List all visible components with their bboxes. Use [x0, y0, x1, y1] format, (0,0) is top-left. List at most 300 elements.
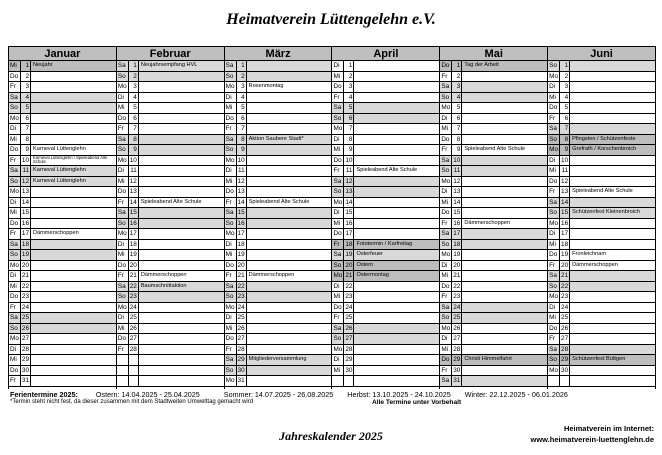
weekday-label: Fr — [440, 72, 452, 82]
day-number: 14 — [345, 198, 353, 206]
day-number: 8 — [237, 135, 247, 145]
day-row — [225, 261, 332, 272]
day-row — [548, 135, 655, 146]
event-text — [570, 156, 655, 166]
weekday-label: Di — [440, 187, 452, 197]
website-link[interactable]: www.heimatverein-luettenglehn.de — [530, 435, 654, 444]
weekday-label: Sa — [548, 271, 560, 281]
weekday-label: Do — [117, 187, 129, 197]
day-number: 2 — [452, 72, 462, 82]
day-number — [129, 355, 139, 365]
weekday-label: Mo — [9, 261, 21, 271]
day-row — [548, 313, 655, 324]
event-text — [139, 145, 224, 155]
day-row — [548, 61, 655, 72]
event-text — [31, 292, 116, 302]
day-row — [548, 240, 655, 251]
event-text — [462, 229, 547, 239]
day-row — [9, 135, 116, 146]
event-text — [570, 103, 655, 113]
event-text — [462, 324, 547, 334]
event-text — [570, 93, 655, 103]
weekday-label: Sa — [332, 103, 344, 113]
day-row — [440, 240, 547, 251]
day-row — [548, 282, 655, 293]
day-number: 16 — [129, 219, 137, 227]
weekday-label — [332, 376, 344, 386]
day-row — [225, 114, 332, 125]
day-number: 17 — [561, 230, 569, 237]
weekday-label: Do — [9, 366, 21, 376]
event-text — [570, 292, 655, 302]
weekday-label: Fr — [225, 345, 237, 355]
weekday-label: Sa — [440, 82, 452, 92]
month-header: Juni — [548, 47, 655, 61]
weekday-label: Mo — [332, 345, 344, 355]
event-text — [247, 282, 332, 292]
day-row — [548, 156, 655, 167]
day-number — [129, 376, 139, 386]
day-number: 18 — [237, 240, 245, 248]
event-text — [354, 198, 439, 208]
weekday-label: Di — [332, 61, 344, 71]
day-number: 14 — [453, 198, 461, 206]
event-text — [139, 355, 224, 365]
weekday-label: So — [332, 187, 344, 197]
day-row — [548, 345, 655, 356]
weekday-label: Mo — [117, 82, 129, 92]
day-number: 12 — [21, 177, 29, 185]
weekday-label: Do — [440, 282, 452, 292]
weekday-label: Mo — [332, 271, 344, 281]
day-number: 19 — [561, 251, 569, 258]
event-text — [247, 303, 332, 313]
day-row — [9, 313, 116, 324]
day-row — [225, 61, 332, 72]
calendar-title: Heimatverein Lüttengelehn e.V. — [226, 11, 436, 28]
event-text — [570, 219, 655, 229]
internet-label: Heimatverein im Internet: — [563, 424, 654, 433]
event-text — [570, 303, 655, 313]
day-row — [332, 376, 439, 387]
weekday-label: Mi — [9, 282, 21, 292]
day-number: 5 — [344, 103, 354, 113]
day-number: 23 — [129, 293, 137, 300]
day-number: 4 — [129, 93, 139, 103]
day-number: 25 — [345, 314, 353, 321]
weekday-label: So — [548, 208, 560, 218]
day-number: 19 — [453, 251, 461, 258]
day-row — [440, 313, 547, 324]
day-row — [117, 135, 224, 146]
day-number: 23 — [561, 293, 569, 300]
day-number: 28 — [561, 345, 569, 353]
event-text — [570, 72, 655, 82]
day-number: 21 — [345, 272, 353, 279]
day-row — [225, 355, 332, 366]
day-number: 8 — [344, 135, 354, 145]
day-row — [9, 366, 116, 377]
weekday-label: Mo — [440, 250, 452, 260]
day-row — [225, 250, 332, 261]
weekday-label: Mi — [548, 166, 560, 176]
event-text — [247, 292, 332, 302]
event-text — [247, 240, 332, 250]
weekday-label: Sa — [117, 282, 129, 292]
day-number: 31 — [237, 377, 245, 384]
event-text — [570, 114, 655, 124]
event-text — [139, 324, 224, 334]
event-text — [139, 208, 224, 218]
day-row — [117, 334, 224, 345]
weekday-label: Sa — [440, 376, 452, 386]
event-text — [354, 82, 439, 92]
day-number: 4 — [560, 93, 570, 103]
day-row — [332, 124, 439, 135]
day-row — [9, 334, 116, 345]
weekday-label: Mo — [332, 198, 344, 208]
weekday-label: Fr — [117, 271, 129, 281]
day-row — [332, 135, 439, 146]
event-text — [247, 208, 332, 218]
day-number: 3 — [129, 82, 139, 92]
event-text — [139, 135, 224, 145]
event-text — [462, 271, 547, 281]
day-row — [548, 103, 655, 114]
weekday-label: Di — [332, 208, 344, 218]
weekday-label — [117, 355, 129, 365]
weekday-label: Fr — [225, 271, 237, 281]
day-number: 25 — [21, 314, 29, 321]
weekday-label — [548, 376, 560, 386]
day-row — [332, 229, 439, 240]
weekday-label: Sa — [440, 156, 452, 166]
weekday-label — [117, 376, 129, 386]
weekday-label: Sa — [332, 324, 344, 334]
event-text — [139, 156, 224, 166]
day-number: 26 — [453, 324, 461, 332]
weekday-label: Mi — [117, 103, 129, 113]
weekday-label: So — [332, 261, 344, 271]
event-text — [31, 82, 116, 92]
day-row — [225, 135, 332, 146]
weekday-label: Di — [440, 114, 452, 124]
weekday-label: Di — [440, 261, 452, 271]
day-number: 30 — [345, 366, 353, 374]
weekday-label: Mi — [117, 177, 129, 187]
weekday-label: So — [548, 135, 560, 145]
event-text: Pfingsten / Schützenfeste — [572, 135, 636, 142]
footnote: *Termin steht nicht fest, da dieser zusammen mit dem Stadtweiten Umwelttag gemacht wird — [10, 399, 254, 405]
event-text — [31, 114, 116, 124]
weekday-label: Mi — [9, 208, 21, 218]
calendar-grid — [8, 46, 656, 389]
weekday-label: Mi — [9, 135, 21, 145]
weekday-label: Do — [332, 229, 344, 239]
day-row — [332, 366, 439, 377]
weekday-label: Sa — [9, 93, 21, 103]
month-header: Januar — [9, 47, 116, 61]
day-number: 10 — [345, 156, 353, 164]
day-number: 16 — [345, 219, 353, 227]
day-row — [440, 82, 547, 93]
event-text — [462, 282, 547, 292]
day-number: 17 — [345, 230, 353, 237]
day-row — [9, 72, 116, 83]
day-number: 24 — [345, 303, 353, 311]
day-number: 25 — [561, 314, 569, 321]
weekday-label: Mi — [332, 366, 344, 376]
event-text — [247, 229, 332, 239]
weekday-label: Fr — [332, 313, 344, 323]
event-text: Neujahrsempfang HVL — [140, 62, 198, 68]
day-number: 26 — [345, 324, 353, 332]
weekday-label: So — [440, 313, 452, 323]
day-row — [332, 93, 439, 104]
day-number: 30 — [561, 366, 569, 374]
weekday-label: Do — [548, 324, 560, 334]
event-text — [247, 313, 332, 323]
day-number: 19 — [345, 251, 353, 258]
weekday-label: Di — [9, 198, 21, 208]
day-number: 26 — [21, 324, 29, 332]
day-number: 1 — [560, 61, 570, 71]
day-number: 8 — [560, 135, 570, 145]
weekday-label: Di — [332, 282, 344, 292]
event-text — [31, 282, 116, 292]
ferien-label: Ferientermine 2025: — [10, 390, 78, 399]
day-number: 13 — [345, 188, 353, 195]
day-number: 21 — [561, 272, 569, 279]
event-text — [570, 271, 655, 281]
event-text — [462, 103, 547, 113]
day-row — [225, 313, 332, 324]
event-text — [462, 177, 547, 187]
day-row — [440, 72, 547, 83]
weekday-label: Di — [548, 303, 560, 313]
day-number: 19 — [129, 251, 137, 258]
day-number: 27 — [453, 335, 461, 342]
day-number: 19 — [21, 251, 29, 258]
day-number: 3 — [237, 82, 247, 92]
weekday-label: So — [548, 61, 560, 71]
weekday-label: Di — [9, 345, 21, 355]
weekday-label: So — [225, 292, 237, 302]
day-number: 28 — [453, 345, 461, 353]
day-number: 11 — [22, 167, 29, 174]
event-text — [247, 261, 332, 271]
event-text — [139, 366, 224, 376]
day-row — [117, 156, 224, 167]
event-text: Spieleabend Alte Schule — [464, 146, 525, 152]
day-row — [548, 198, 655, 209]
weekday-label: Mi — [440, 345, 452, 355]
day-number: 17 — [453, 230, 461, 237]
event-text — [247, 376, 332, 386]
weekday-label: Di — [440, 334, 452, 344]
event-text: Dämmerschoppen — [33, 230, 79, 236]
event-text: Spieleabend Alte Schule — [356, 167, 418, 173]
month-column-1 — [117, 47, 225, 389]
weekday-label: Do — [225, 334, 237, 344]
day-number: 27 — [129, 335, 137, 342]
day-number: 1 — [129, 61, 139, 71]
event-text — [247, 187, 332, 197]
weekday-label: Di — [225, 313, 237, 323]
day-row — [548, 114, 655, 125]
day-number: 30 — [453, 366, 461, 374]
event-text: Fronleichnam — [572, 251, 607, 257]
day-row — [9, 82, 116, 93]
day-row — [548, 303, 655, 314]
month-header: April — [332, 47, 439, 61]
day-row — [332, 313, 439, 324]
event-text — [139, 303, 224, 313]
day-number: 26 — [561, 324, 569, 332]
day-row — [117, 145, 224, 156]
day-number — [344, 376, 354, 386]
day-number: 4 — [21, 93, 31, 103]
event-text — [462, 187, 547, 197]
event-text — [139, 292, 224, 302]
day-row — [225, 334, 332, 345]
weekday-label: Do — [9, 145, 21, 155]
event-text — [247, 345, 332, 355]
day-row — [117, 324, 224, 335]
event-text — [247, 177, 332, 187]
day-number: 27 — [237, 335, 245, 342]
event-text — [570, 345, 655, 355]
day-row — [548, 166, 655, 177]
event-text — [462, 114, 547, 124]
weekday-label: So — [9, 250, 21, 260]
event-text — [31, 72, 116, 82]
event-text: Rosenmontag — [248, 83, 284, 89]
weekday-label: Mi — [9, 61, 21, 71]
event-text — [462, 198, 547, 208]
day-number: 24 — [129, 303, 137, 311]
day-number: 9 — [344, 145, 354, 155]
day-number: 23 — [453, 293, 461, 300]
event-text — [570, 282, 655, 292]
day-row — [440, 114, 547, 125]
weekday-label: Do — [332, 82, 344, 92]
day-row — [9, 261, 116, 272]
weekday-label: Di — [225, 240, 237, 250]
day-row — [440, 261, 547, 272]
event-text: Fototermin / Karfreitag — [356, 240, 413, 247]
day-number: 7 — [452, 124, 462, 134]
weekday-label: Di — [9, 271, 21, 281]
weekday-label: Di — [548, 156, 560, 166]
day-number: 9 — [21, 145, 31, 155]
day-number: 22 — [237, 282, 245, 290]
event-text — [462, 303, 547, 313]
day-row — [9, 250, 116, 261]
day-row — [225, 376, 332, 387]
day-number: 28 — [237, 345, 245, 353]
day-row — [9, 292, 116, 303]
day-row — [440, 355, 547, 366]
day-number: 6 — [129, 114, 139, 124]
event-text — [462, 240, 547, 250]
event-text — [31, 219, 116, 229]
day-number: 17 — [21, 230, 29, 237]
weekday-label: Mo — [548, 72, 560, 82]
day-number: 7 — [237, 124, 247, 134]
day-row — [332, 72, 439, 83]
event-text — [139, 114, 224, 124]
day-row — [117, 240, 224, 251]
day-number: 7 — [129, 124, 139, 134]
event-text — [139, 124, 224, 134]
herbst-dates: Herbst: 13.10.2025 - 24.10.2025 — [347, 390, 451, 399]
event-text — [354, 145, 439, 155]
weekday-label: Fr — [332, 93, 344, 103]
day-number: 28 — [21, 345, 29, 353]
weekday-label: Fr — [548, 261, 560, 271]
day-row — [440, 229, 547, 240]
day-number: 8 — [21, 135, 31, 145]
event-text — [462, 334, 547, 344]
weekday-label: Mo — [440, 103, 452, 113]
day-number: 6 — [21, 114, 31, 124]
weekday-label: Fr — [548, 187, 560, 197]
weekday-label: Mo — [117, 229, 129, 239]
weekday-label: Di — [332, 355, 344, 365]
weekday-label: Mi — [440, 198, 452, 208]
day-row — [225, 366, 332, 377]
day-row — [9, 345, 116, 356]
weekday-label: Di — [548, 82, 560, 92]
day-row — [440, 282, 547, 293]
day-number: 15 — [453, 209, 461, 216]
day-row — [548, 261, 655, 272]
day-row — [548, 324, 655, 335]
day-row — [117, 166, 224, 177]
weekday-label: Do — [9, 219, 21, 229]
day-number: 27 — [561, 335, 569, 342]
day-row — [9, 145, 116, 156]
day-number: 12 — [129, 177, 137, 185]
day-number: 14 — [129, 198, 137, 206]
weekday-label: So — [440, 93, 452, 103]
weekday-label: Mo — [548, 292, 560, 302]
event-text — [462, 166, 547, 176]
event-text: Grefrath / Korschenbroich — [572, 146, 637, 152]
day-number: 16 — [237, 219, 245, 227]
day-row — [117, 198, 224, 209]
weekday-label: Do — [548, 177, 560, 187]
weekday-label: Fr — [332, 166, 344, 176]
day-row — [117, 303, 224, 314]
weekday-label: Do — [225, 261, 237, 271]
day-number — [129, 366, 139, 376]
day-row — [548, 366, 655, 377]
event-text — [462, 208, 547, 218]
event-text — [462, 82, 547, 92]
event-text — [570, 366, 655, 376]
weekday-label: Mo — [440, 324, 452, 334]
day-row — [225, 198, 332, 209]
day-row — [332, 240, 439, 251]
weekday-label: Sa — [440, 229, 452, 239]
event-text — [570, 376, 655, 386]
day-number: 15 — [21, 209, 29, 216]
event-text — [462, 93, 547, 103]
day-number: 2 — [560, 72, 570, 82]
event-text — [139, 345, 224, 355]
